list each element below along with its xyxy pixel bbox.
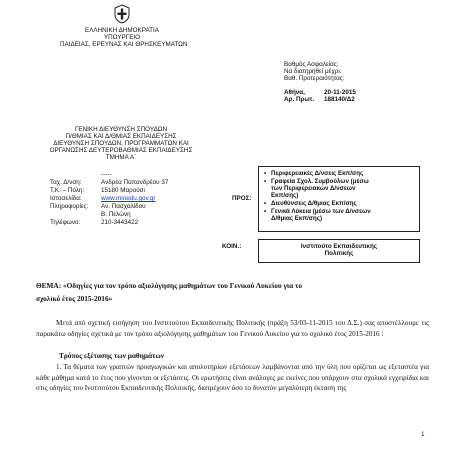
protocol-number: 188140/Δ2 <box>324 96 355 103</box>
info-value-2: Β. Πελώνη <box>101 211 131 218</box>
website-label: Ιστοσελίδα: <box>50 195 82 202</box>
cc-box <box>258 239 420 263</box>
ministry-header <box>60 27 188 48</box>
to-label: ΠΡΟΣ: <box>232 195 252 202</box>
recipient-item-cont: Δ/θμιας Εκπ/σης) <box>271 215 323 222</box>
recipient-item: • Γενικά Λύκεια (μέσω των Δ/νσεων <box>264 208 371 215</box>
directorate-line-4: ΟΡΓΑΝΩΣΗΣ ΔΕΥΤΕΡΟΒΑΘΜΙΑΣ ΕΚΠΑΙΔΕΥΣΗΣ <box>49 147 193 154</box>
protocol-line <box>284 96 356 103</box>
security-level-label: Βαθμός Ασφαλείας: <box>284 61 339 68</box>
place-label: Αθήνα, <box>284 89 305 96</box>
recipient-item: • Γραφεία Σχολ. Συμβούλων (μέσω <box>264 178 369 185</box>
directorate-line-5: ΤΜΗΜΑ Α΄ <box>105 154 137 161</box>
directorate-line-1: ΓΕΝΙΚΗ ΔΙΕΥΘΥΝΣΗ ΣΠΟΥΔΩΝ <box>74 126 168 133</box>
directorate-line-3: ΔΙΕΥΘΥΝΣΗ ΣΠΟΥΔΩΝ, ΠΡΟΓΡΑΜΜΑΤΩΝ ΚΑΙ <box>53 140 189 147</box>
date-line <box>284 89 356 96</box>
page-number: 1 <box>421 431 425 438</box>
info-value-1: Αν. Πασχαλίδου <box>101 203 146 210</box>
body-paragraph-1: Μετά από σχετική εισήγηση του Ινστιτούτου Εκπαιδευτικής Πολιτικής (πράξη 53/03-11-2015 του Δ.Σ.) σας αποστέλλουμε τις παρακάτω οδηγίες σχετικά με τον τρόπο αξιολόγησης μαθημάτων του Γενικού Λυκείου για το σχολικό έτος 2015-2016 : <box>36 319 429 338</box>
security-block <box>284 61 345 82</box>
recipient-item-cont: Εκπ/σης) <box>271 192 299 199</box>
country-name: ΕΛΛΗΝΙΚΗ ΔΗΜΟΚΡΑΤΙΑ <box>85 27 159 34</box>
directorate-line-2: Π/ΘΜΙΑΣ ΚΑΙ Δ/ΘΜΙΑΣ ΕΚΠΑΙΔΕΥΣΗΣ <box>65 133 177 140</box>
body-paragraph-2: 1. Τα θέματα των γραπτών προαγωγικών και απολυτηρίων εξετάσεων λαμβάνονται από την ύλη που ορίζεται ως εξεταστέα για κάθε μάθημα κατά το έτος που γίνονται οι εξετάσεις. Οι ερωτήσεις είναι ανάλογες με εκείνες που υπάρχουν στα σχολικά εγχειρίδια και στις οδηγίες του Ινστιτούτου Εκπαιδευτικής Πολιτικής, διατρέχουν όσο το δυνατόν μεγαλύτερη έκταση της <box>36 363 429 393</box>
subject-line-1: ΘΕΜΑ: «Οδηγίες για τον τρόπο αξιολόγησης μαθημάτων του Γενικού Λυκείου για το <box>36 281 303 290</box>
cc-label: ΚΟΙΝ.: <box>222 243 242 250</box>
postal-label: Τ.Κ. – Πόλη: <box>50 187 85 194</box>
ministry-line-1: ΥΠΟΥΡΓΕΙΟ <box>103 34 141 41</box>
postal-value: 15180 Μαρούσι <box>101 187 145 194</box>
recipient-item: • Διευθύνσεις Δ/θμιας Εκπ/σης <box>264 200 357 207</box>
protocol-label: Αρ. Πρωτ. <box>284 96 315 103</box>
keep-until-label: Να διατηρηθεί μέχρι: <box>284 68 342 75</box>
address-value: Ανδρέα Παπανδρέου 37 <box>101 179 169 186</box>
phone-label: Τηλέφωνο: <box>50 219 81 226</box>
recipient-item-cont: των Περιφερειακών Δ/νσεων <box>271 185 356 192</box>
info-label: Πληροφορίες: <box>50 203 89 210</box>
recipient-item: • Περιφερειακές Δ/νσεις Εκπ/σης <box>264 170 364 177</box>
date-protocol-block <box>284 89 356 103</box>
contact-separator: ----- <box>101 171 112 178</box>
cc-line-1: Ινστιτούτο Εκπαιδευτικής <box>300 243 378 250</box>
coat-of-arms-icon <box>112 4 132 24</box>
date-value: 20-11-2015 <box>324 89 356 96</box>
phone-value: 210-3443422 <box>101 219 139 226</box>
directorate-block <box>46 126 196 161</box>
subject-line-2: σχολικό έτος 2015-2016» <box>36 294 113 303</box>
website-link[interactable]: www.minedu.gov.gr <box>101 195 156 202</box>
priority-label: Βαθ. Προτεραιότητας: <box>284 75 345 82</box>
section-heading: Τρόπος εξέτασης των μαθημάτων <box>59 351 165 360</box>
ministry-line-2: ΠΑΙΔΕΙΑΣ, ΕΡΕΥΝΑΣ ΚΑΙ ΘΡΗΣΚΕΥΜΑΤΩΝ <box>60 41 188 48</box>
cc-line-2: Πολιτικής <box>324 250 354 257</box>
address-label: Ταχ. Δ/νση: <box>50 179 82 186</box>
recipients-box <box>258 166 420 232</box>
